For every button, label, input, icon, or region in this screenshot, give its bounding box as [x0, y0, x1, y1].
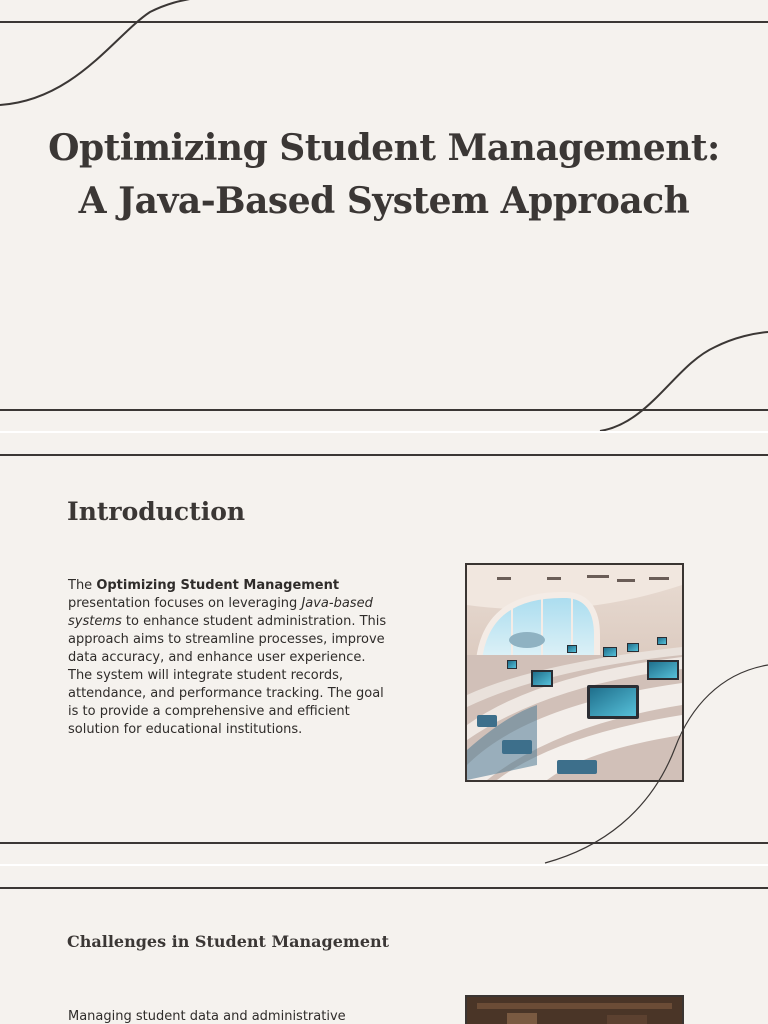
title-line-2: A Java-Based System Approach [78, 180, 690, 222]
decorative-curve-top-left [0, 0, 200, 110]
decorative-curve-right [540, 663, 768, 864]
section-heading: Challenges in Student Management [67, 932, 390, 951]
divider-line-top [0, 21, 768, 23]
intro-text-part-3: to enhance student administration. This approach aims to streamline processes, improve data accuracy, and enhance user experience. The system will integrate student records, attendance, and performance tracking. The goal is to provide a comprehensive and efficient solution for educational institutions. [68, 614, 387, 737]
challenges-slide [0, 866, 768, 1024]
section-heading: Introduction [67, 497, 246, 526]
divider-line-top [0, 454, 768, 456]
intro-text-italic: Java-based systems [68, 596, 373, 629]
challenges-image [465, 995, 684, 1024]
intro-text-part-1: The [68, 578, 97, 593]
introduction-slide [0, 433, 768, 864]
intro-text-part-2: presentation focuses on leveraging [68, 596, 302, 611]
divider-line-top [0, 887, 768, 889]
introduction-paragraph [68, 577, 388, 739]
title-line-1: Optimizing Student Management: [48, 127, 720, 169]
intro-text-bold: Optimizing Student Management [96, 578, 340, 593]
decorative-curve-bottom-right [590, 325, 768, 431]
challenges-paragraph: Managing student data and administrative [68, 1009, 346, 1024]
presentation-title [0, 122, 768, 228]
title-slide [0, 0, 768, 431]
